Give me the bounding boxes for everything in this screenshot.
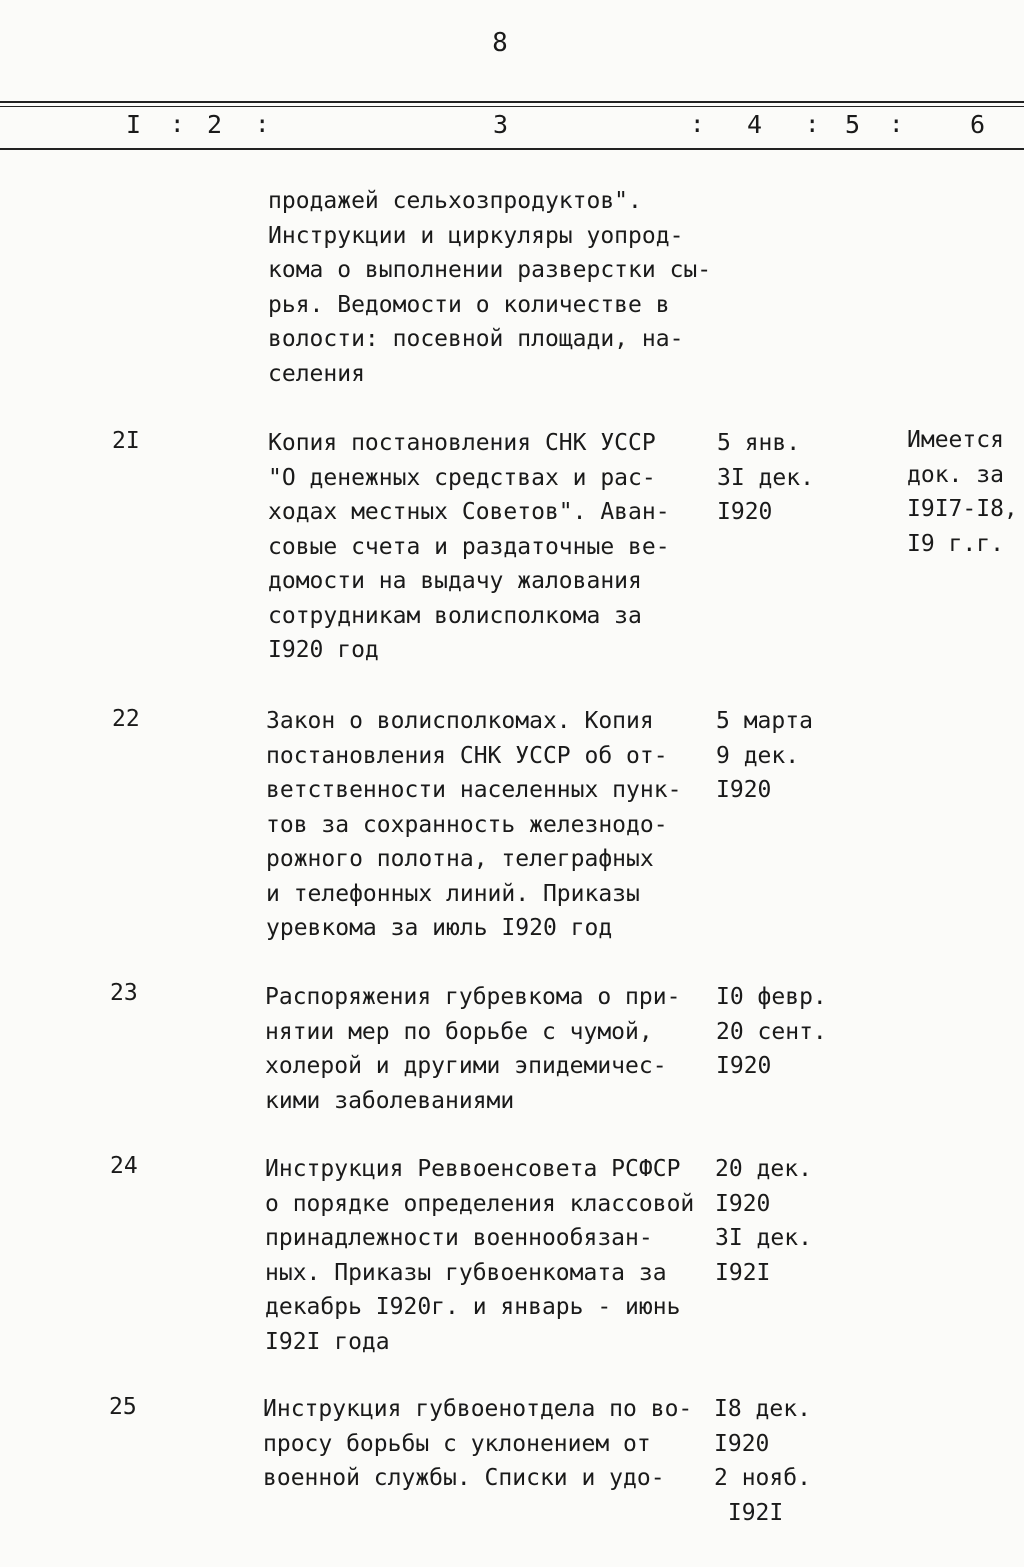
column-separator: : bbox=[690, 110, 705, 138]
text-line: совые счета и раздаточные ве- bbox=[268, 533, 670, 560]
text-line: просу борьбы с уклонением от bbox=[263, 1430, 651, 1457]
text-line: о порядке определения классовой bbox=[265, 1190, 695, 1217]
entry-dates bbox=[716, 980, 827, 1084]
entry-number: 23 bbox=[110, 980, 138, 1006]
column-header-1: I bbox=[126, 110, 142, 139]
date-line: 2 нояб. bbox=[714, 1465, 811, 1491]
text-line: кома о выполнении разверстки сы- bbox=[268, 257, 712, 283]
date-line: I920 bbox=[714, 1430, 770, 1457]
date-line: 3I дек. bbox=[715, 1225, 812, 1251]
entry-title bbox=[263, 1392, 692, 1496]
note-line: Имеется bbox=[907, 427, 1004, 453]
column-separator: : bbox=[805, 110, 820, 138]
text-line: Копия постановления СНК УССР bbox=[268, 430, 656, 456]
page-number: 8 bbox=[492, 28, 508, 58]
column-separator: : bbox=[170, 110, 185, 138]
continuation-text bbox=[268, 184, 711, 391]
entry-title bbox=[265, 980, 680, 1118]
date-line: I920 bbox=[716, 1053, 772, 1079]
note-line: I9I7-I8, bbox=[907, 496, 1018, 522]
text-line: холерой и другими эпидемичес- bbox=[265, 1053, 667, 1079]
entry-title bbox=[268, 426, 670, 668]
column-header-5: 5 bbox=[845, 110, 861, 139]
text-line: ветственности населенных пунк- bbox=[266, 777, 682, 803]
text-line: сотрудникам волисполкома за bbox=[268, 602, 642, 629]
entry-dates bbox=[716, 704, 813, 808]
date-line: 20 дек. bbox=[715, 1156, 812, 1182]
note-line: I9 г.г. bbox=[907, 530, 1004, 557]
date-line: 20 сент. bbox=[716, 1018, 827, 1045]
column-header-6: 6 bbox=[970, 110, 986, 139]
text-line: уревкома за июль I920 год bbox=[266, 915, 613, 941]
text-line: военной службы. Списки и удо- bbox=[263, 1465, 665, 1491]
column-header-2: 2 bbox=[207, 110, 223, 139]
header-rule-bottom bbox=[0, 148, 1024, 150]
text-line: Инструкция губвоенотдела по во- bbox=[263, 1396, 693, 1422]
text-line: Инструкция Реввоенсовета РСФСР bbox=[265, 1156, 681, 1182]
date-line: 5 марта bbox=[716, 708, 813, 734]
text-line: селения bbox=[268, 360, 365, 387]
date-line: I920 bbox=[715, 1190, 771, 1217]
header-rule-top bbox=[0, 101, 1024, 103]
text-line: кими заболеваниями bbox=[265, 1087, 515, 1114]
entry-number: 22 bbox=[112, 706, 140, 732]
entry-title bbox=[265, 1152, 694, 1359]
date-line: 9 дек. bbox=[716, 742, 800, 769]
text-line: ходах местных Советов". Аван- bbox=[268, 499, 670, 525]
text-line: принадлежности военнообязан- bbox=[265, 1225, 653, 1251]
text-line: Распоряжения губревкома о при- bbox=[265, 984, 681, 1010]
date-line: I920 bbox=[717, 499, 773, 525]
text-line: ных. Приказы губвоенкомата за bbox=[265, 1259, 667, 1286]
text-line: тов за сохранность железнодо- bbox=[266, 811, 668, 838]
text-line: продажей сельхозпродуктов". bbox=[268, 188, 642, 214]
note-line: док. за bbox=[907, 461, 1004, 488]
date-line: 3I дек. bbox=[717, 464, 814, 491]
text-line: волости: посевной площади, на- bbox=[268, 326, 684, 352]
text-line: "О денежных средствах и рас- bbox=[268, 464, 656, 491]
column-separator: : bbox=[255, 110, 270, 138]
text-line: I920 год bbox=[268, 637, 379, 663]
date-line: I92I bbox=[715, 1259, 771, 1286]
text-line: рожного полотна, телеграфных bbox=[266, 846, 654, 872]
entry-dates bbox=[714, 1392, 811, 1530]
text-line: нятии мер по борьбе с чумой, bbox=[265, 1018, 653, 1045]
text-line: декабрь I920г. и январь - июнь bbox=[265, 1294, 681, 1320]
date-line: I920 bbox=[716, 777, 772, 803]
text-line: постановления СНК УССР об от- bbox=[266, 742, 668, 769]
text-line: рья. Ведомости о количестве в bbox=[268, 291, 670, 318]
entry-dates bbox=[715, 1152, 812, 1290]
text-line: Закон о волисполкомах. Копия bbox=[266, 708, 654, 734]
date-line: I0 февр. bbox=[716, 984, 827, 1010]
entry-number: 2I bbox=[112, 428, 140, 454]
text-line: I92I года bbox=[265, 1328, 390, 1355]
entry-title bbox=[266, 704, 681, 946]
column-header-3: 3 bbox=[493, 110, 509, 139]
entry-dates bbox=[717, 426, 814, 530]
date-line: I92I bbox=[714, 1499, 784, 1526]
column-separator: : bbox=[889, 110, 904, 138]
text-line: домости на выдачу жалования bbox=[268, 568, 642, 594]
header-rule-top-thin bbox=[0, 106, 1024, 107]
entry-note bbox=[907, 423, 1018, 561]
column-header-4: 4 bbox=[747, 110, 763, 139]
text-line: Инструкции и циркуляры уопрод- bbox=[268, 222, 684, 249]
date-line: I8 дек. bbox=[714, 1396, 811, 1422]
entry-number: 24 bbox=[110, 1153, 138, 1179]
entry-number: 25 bbox=[109, 1394, 137, 1420]
text-line: и телефонных линий. Приказы bbox=[266, 880, 640, 907]
date-line: 5 янв. bbox=[717, 430, 801, 456]
